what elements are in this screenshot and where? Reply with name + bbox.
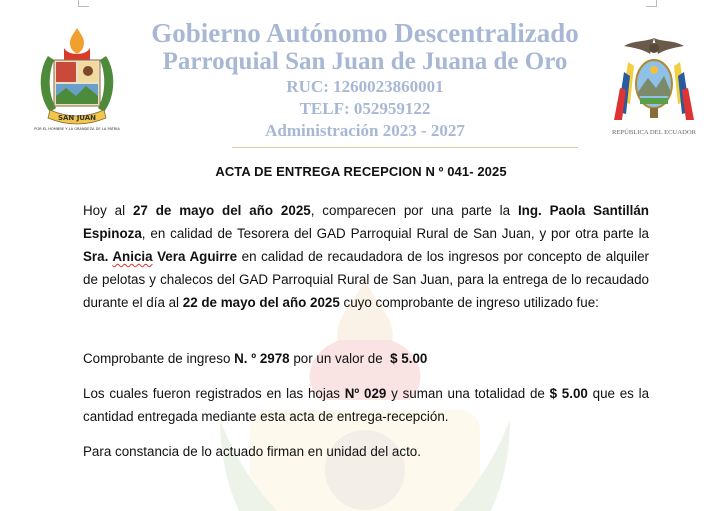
letterhead-divider [232, 147, 578, 148]
p3-text: que es la cantidad entregada mediante esta acta de entrega-recepción. [83, 386, 650, 424]
p1-text: , en calidad de Tesorera del GAD Parroquial Rural de San Juan, y por otra parte la [141, 226, 649, 241]
p2-receipt-number: N. º 2978 [234, 351, 290, 366]
logo-banner-text: SAN JUAN [57, 114, 97, 122]
p2-text: por un valor de [289, 351, 391, 366]
letterhead-line2: Parroquial San Juan de Juana de Oro [162, 48, 568, 75]
p1-text: en calidad de recaudadora de los ingresos por concepto de alquiler de pelotas y chalecos del GAD Parroquial Rural de San Juan, para la entrega de lo recaudado durante el día al [83, 249, 649, 310]
p2-amount: $ 5.00 [390, 351, 428, 366]
letterhead-line1: Gobierno Autónomo Descentralizado [151, 18, 579, 48]
p1-person2-firstname: Anicia [112, 249, 153, 264]
p1-person2-surname: Vera Aguirre [152, 249, 238, 264]
p1-text: cuyo comprobante de ingreso utilizado fue: [339, 295, 599, 310]
p3-text: y suman una totalidad de [386, 386, 550, 401]
paragraph-registro [83, 382, 649, 428]
p3-text: Los cuales fueron registrados en las hojas [83, 386, 345, 401]
p1-date: 27 de mayo del año 2025 [132, 203, 311, 218]
margin-marker-right [646, 0, 657, 7]
margin-marker-left [78, 0, 89, 7]
paragraph-comprobante [83, 347, 649, 370]
gad-san-juan-logo [30, 26, 124, 132]
logo-motto-text: POR EL HOMBRE Y LA GRANDEZA DE LA PATRIA [34, 127, 120, 131]
letterhead-ruc: RUC: 1260023860001 [286, 77, 444, 96]
p3-amount: $ 5.00 [549, 386, 588, 401]
p1-text: Hoy al [83, 203, 133, 218]
letterhead [120, 18, 610, 142]
p2-text: Comprobante de ingreso [83, 351, 235, 366]
letterhead-telf: TELF: 052959122 [299, 99, 431, 118]
paragraph-constancia: Para constancia de lo actuado firman en unidad del acto. [83, 444, 421, 459]
p1-person-recaudadora [83, 249, 237, 264]
p1-person-tesorera: Ing. Paola Santillán Espinoza [83, 203, 649, 241]
letterhead-admin: Administración 2023 - 2027 [265, 121, 465, 140]
p1-date2: 22 de mayo del año 2025 [182, 295, 340, 310]
p1-text: , comparecen por una parte la [310, 203, 518, 218]
document-title: ACTA DE ENTREGA RECEPCION N º 041- 2025 [215, 164, 507, 179]
p3-sheet-number: Nº 029 [344, 386, 387, 401]
paragraph-comparecencia [83, 199, 649, 314]
ecuador-coat-of-arms [606, 32, 702, 136]
coat-of-arms-caption: REPÚBLICA DEL ECUADOR [611, 129, 697, 136]
p1-person2-prefix: Sra. [83, 249, 113, 264]
